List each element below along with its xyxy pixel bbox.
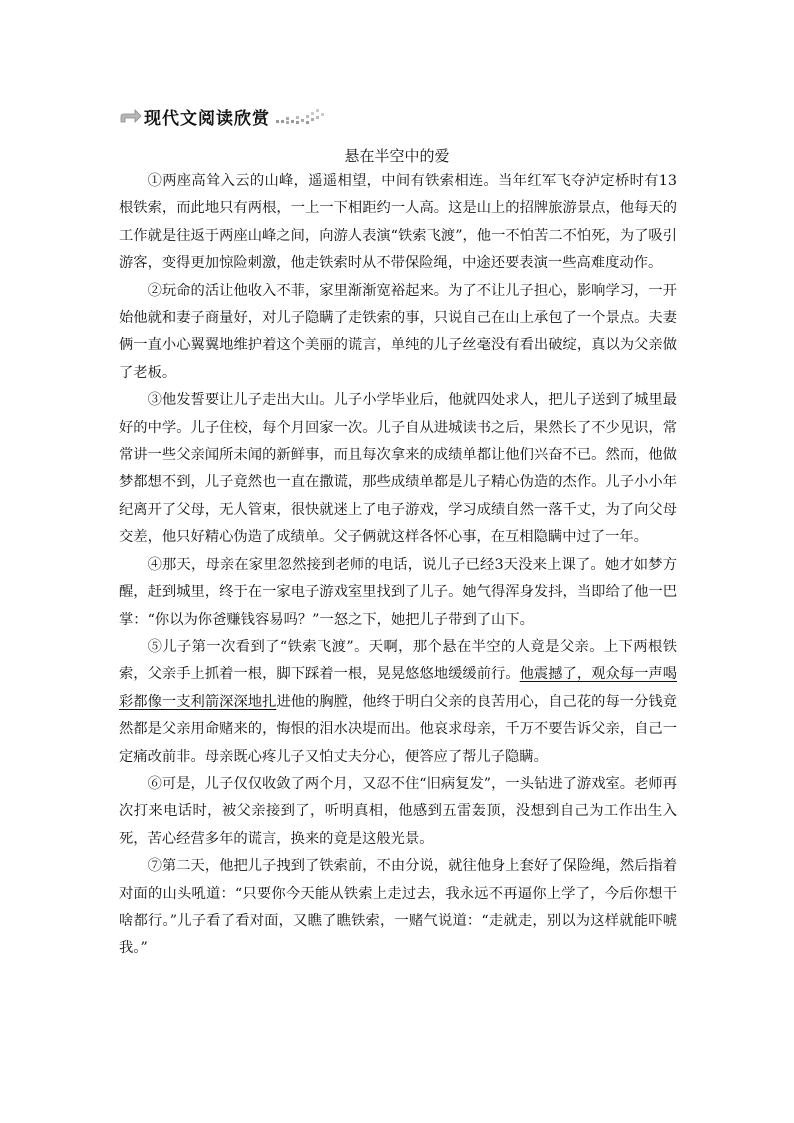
decorative-dots-icon: [276, 107, 326, 125]
section-title: 现代文阅读欣赏: [144, 108, 270, 129]
paragraph-5-lead: ⑤儿子第一次看到了“铁索飞渡”。天啊，那个悬在半空的人竟是父亲。上下两根铁索，父亲手上抓着一根，脚下踩着一根，晃晃悠悠地缓缓前行。: [119, 638, 677, 683]
paragraph-5-tail: 进他的胸膛，他终于明白父亲的良苦用心，自己花的每一分钱竟然都是父亲用命赌来的，悔恨的泪水决堤而出。他哀求母亲，千万不要告诉父亲，自己一定痛改前非。母亲既心疼儿子又怕丈夫分心，便答应了帮儿子隐瞒。: [119, 693, 677, 765]
article-body: [119, 168, 677, 963]
paragraph-7: ⑦第二天，他把儿子拽到了铁索前，不由分说，就往他身上套好了保险绳，然后指着对面的山头吼道：“只要你今天能从铁索上走过去，我永远不再逼你上学了，今后你想干啥都行。”儿子看了看对面，又瞧了瞧铁索，一赌气说道：“走就走，别以为这样就能吓唬我。”: [119, 858, 677, 957]
section-header: [120, 104, 326, 128]
paragraph-1: ①两座高耸入云的山峰，遥遥相望，中间有铁索相连。当年红军飞夺泸定桥时有13根铁索，而此地只有两根，一上一下相距约一人高。这是山上的招牌旅游景点，他每天的工作就是往返于两座山峰之间，向游人表演“铁索飞渡”，他一不怕苦二不怕死，为了吸引游客，变得更加惊险刺激，他走铁索时从不带保险绳，中途还要表演一些高难度动作。: [119, 173, 677, 272]
underlined-sentence: 他震撼了，观众每一声喝彩都像一支利箭深深地扎: [119, 666, 678, 710]
paragraph-3: ③他发誓要让儿子走出大山。儿子小学毕业后，他就四处求人，把儿子送到了城里最好的中学。儿子住校，每个月回家一次。儿子自从进城读书之后，果然长了不少见识，常常讲一些父亲闻所未闻的新鲜事，而且每次拿来的成绩单都让他们兴奋不已。然而，他做梦都想不到，儿子竟然也一直在撒谎，那些成绩单都是儿子精心伪造的杰作。儿子小小年纪离开了父母，无人管束，很快就迷上了电子游戏，学习成绩自然一落千丈，为了向父母交差，他只好精心伪造了成绩单。父子俩就这样各怀心事，在互相隐瞒中过了一年。: [119, 392, 677, 546]
paragraph-5: [119, 634, 677, 771]
paragraph-2: ②玩命的活让他收入不菲，家里渐渐宽裕起来。为了不让儿子担心，影响学习，一开始他就和妻子商量好，对儿子隐瞒了走铁索的事，只说自己在山上承包了一个景点。夫妻俩一直小心翼翼地维护着这个美丽的谎言，单纯的儿子丝毫没有看出破绽，真以为父亲做了老板。: [119, 282, 677, 381]
paragraph-6: ⑥可是，儿子仅仅收敛了两个月，又忍不住“旧病复发”，一头钻进了游戏室。老师再次打来电话时，被父亲接到了，听明真相，他感到五雷轰顶，没想到自己为工作出生入死，苦心经营多年的谎言，换来的竟是这般光景。: [119, 775, 677, 847]
paragraph-4: ④那天，母亲在家里忽然接到老师的电话，说儿子已经3天没来上课了。她才如梦方醒，赶到城里，终于在一家电子游戏室里找到了儿子。她气得浑身发抖，当即给了他一巴掌：“你以为你爸赚钱容易吗？”一怒之下，她把儿子带到了山下。: [119, 556, 677, 628]
article-title: 悬在半空中的爱: [344, 147, 450, 165]
right-arrow-icon: [120, 108, 142, 124]
